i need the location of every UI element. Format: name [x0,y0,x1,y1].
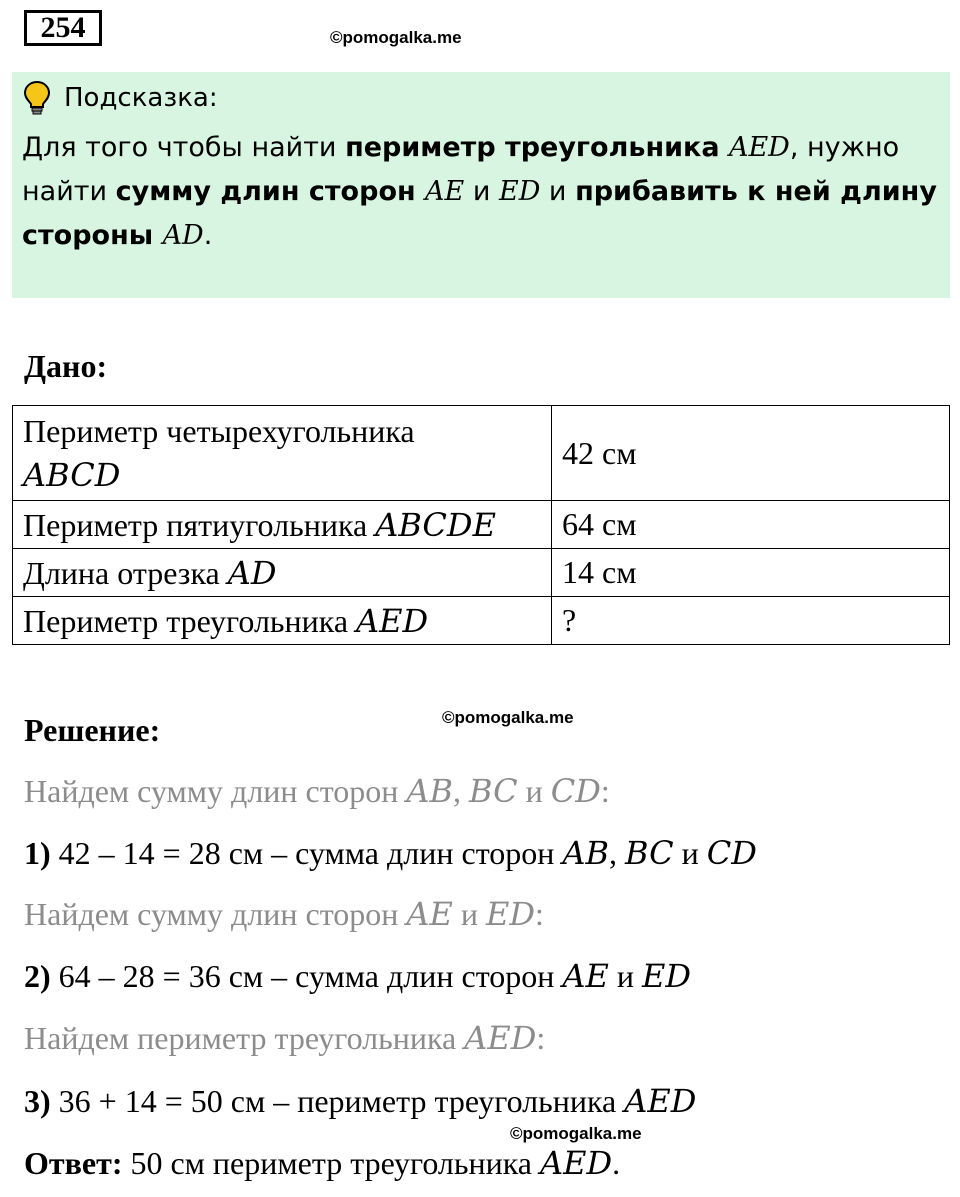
given-table [12,405,950,645]
hint-title [22,80,218,116]
solution-title: Решение: [24,712,161,748]
watermark: ©pomogalka.me [442,708,574,727]
watermark: ©pomogalka.me [330,28,462,47]
table-row [13,501,950,549]
given-title: Дано: [24,348,108,384]
given-value: 42 см [552,406,950,501]
lightbulb-icon [22,80,52,116]
answer-line: Ответ: 50 см периметр треугольника AED. [24,1144,621,1182]
watermark: ©pomogalka.me [510,1124,642,1143]
task-number: 254 [24,10,102,46]
solution-equation: 2) 64 – 28 = 36 см – сумма длин сторон AE и ED [24,957,691,995]
hint-title-text: Подсказка: [64,83,218,113]
given-value: 14 см [552,549,950,597]
given-label: Периметр пятиугольника ABCDE [13,501,552,549]
solution-step-text: Найдем сумму длин сторон AB, BC и CD: [24,772,610,810]
solution-equation: 3) 36 + 14 = 50 см – периметр треугольника AED [24,1082,697,1120]
solution-step-text: Найдем сумму длин сторон AE и ED: [24,895,544,933]
solution-step-text: Найдем периметр треугольника AED: [24,1019,546,1057]
hint-text: Для того чтобы найти периметр треугольника AED, нужно найти сумму длин сторон AE и ED и прибавить к ней длину стороны AD. [22,132,937,251]
given-value: ? [552,597,950,645]
given-label: Периметр четырехугольника ABCD [13,406,552,501]
given-value: 64 см [552,501,950,549]
table-row [13,406,950,501]
given-label: Длина отрезка AD [13,549,552,597]
table-row [13,549,950,597]
solution-equation: 1) 42 – 14 = 28 см – сумма длин сторон AB, BC и CD [24,834,757,872]
given-label: Периметр треугольника AED [13,597,552,645]
table-row [13,597,950,645]
